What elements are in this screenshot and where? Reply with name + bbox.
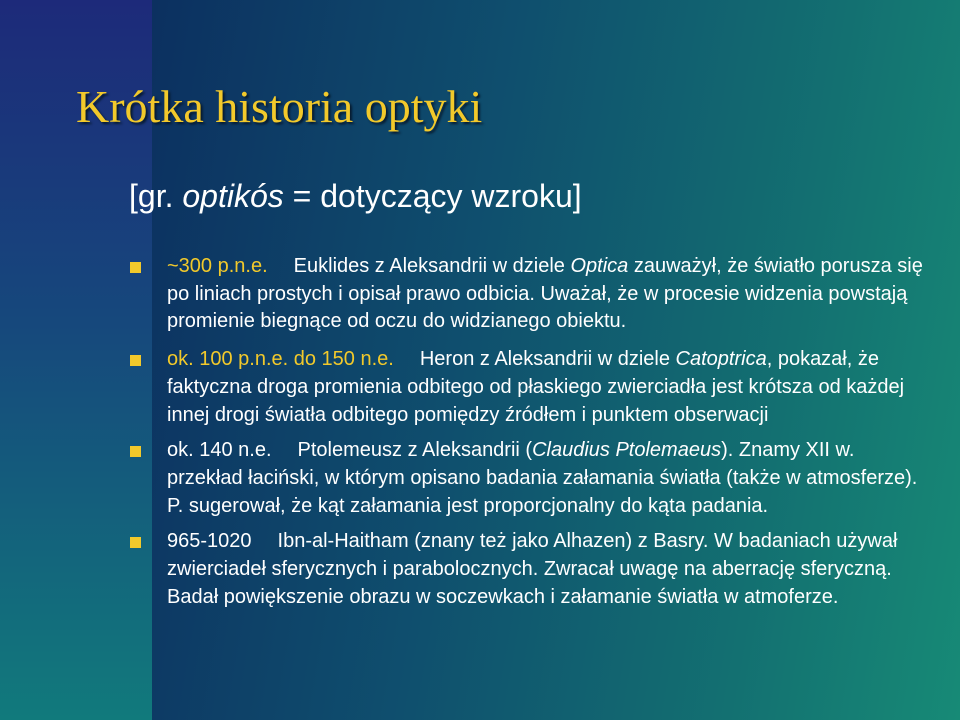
- bullet-item: [130, 346, 930, 429]
- slide-title: Krótka historia optyki: [76, 81, 483, 132]
- bullet-date: ~300 p.n.e.: [167, 255, 268, 277]
- square-bullet-icon: [130, 262, 141, 273]
- bullet-text: Heron z Aleksandrii w dziele: [419, 348, 676, 371]
- bullet-text: ). Znamy XII w. przekład łaciński, w którym opisano badania załamania światła (także w atmosferze). P. sugerował, że kąt załamania jest proporcjonalny do kąta padania.: [167, 439, 918, 517]
- bullet-text: Euklides z Aleksandrii w dziele: [293, 255, 571, 277]
- bullet-date: 965-1020: [167, 530, 252, 553]
- bullet-work-title: Claudius Ptolemaeus: [532, 439, 722, 462]
- square-bullet-icon: [130, 446, 141, 457]
- bullet-text: zauważył, że światło porusza się po liniach prostych i opisał prawo odbicia. Uważał, że w procesie widzenia powstają promienie biegnące od oczu do widzianego obiektu.: [167, 255, 923, 333]
- square-bullet-icon: [130, 355, 141, 366]
- bullet-date: ok. 140 n.e.: [167, 439, 272, 462]
- subtitle-term: optikós: [182, 178, 284, 214]
- bullet-text: Ptolemeusz z Aleksandrii (: [297, 439, 533, 462]
- bullet-date: ok. 100 p.n.e. do 150 n.e.: [167, 348, 394, 371]
- bullet-work-title: Catoptrica: [675, 348, 767, 371]
- bullet-item: [130, 437, 930, 520]
- square-bullet-icon: [130, 537, 141, 548]
- slide-subtitle: [129, 178, 582, 215]
- bullet-item: [130, 528, 930, 611]
- bullet-item: [130, 253, 930, 336]
- subtitle-pre: [gr.: [129, 178, 183, 214]
- bullet-work-title: Optica: [570, 255, 629, 277]
- bullet-list: [130, 253, 930, 615]
- bullet-text: , pokazał, że faktyczna droga promienia odbitego od płaskiego zwierciadła jest krótsza od każdej innej drogi światła odbitego pomiędzy źródłem i punktem obserwacji: [167, 348, 905, 426]
- bullet-text: Ibn-al-Haitham (znany też jako Alhazen) z Basry. W badaniach używał zwierciadeł sferycznych i parabolocznych. Zwracał uwagę na aberrację sferyczną. Badał powiększenie obrazu w soczewkach i załamanie światła w atmoferze.: [167, 530, 898, 608]
- subtitle-post: = dotyczący wzroku]: [283, 178, 582, 214]
